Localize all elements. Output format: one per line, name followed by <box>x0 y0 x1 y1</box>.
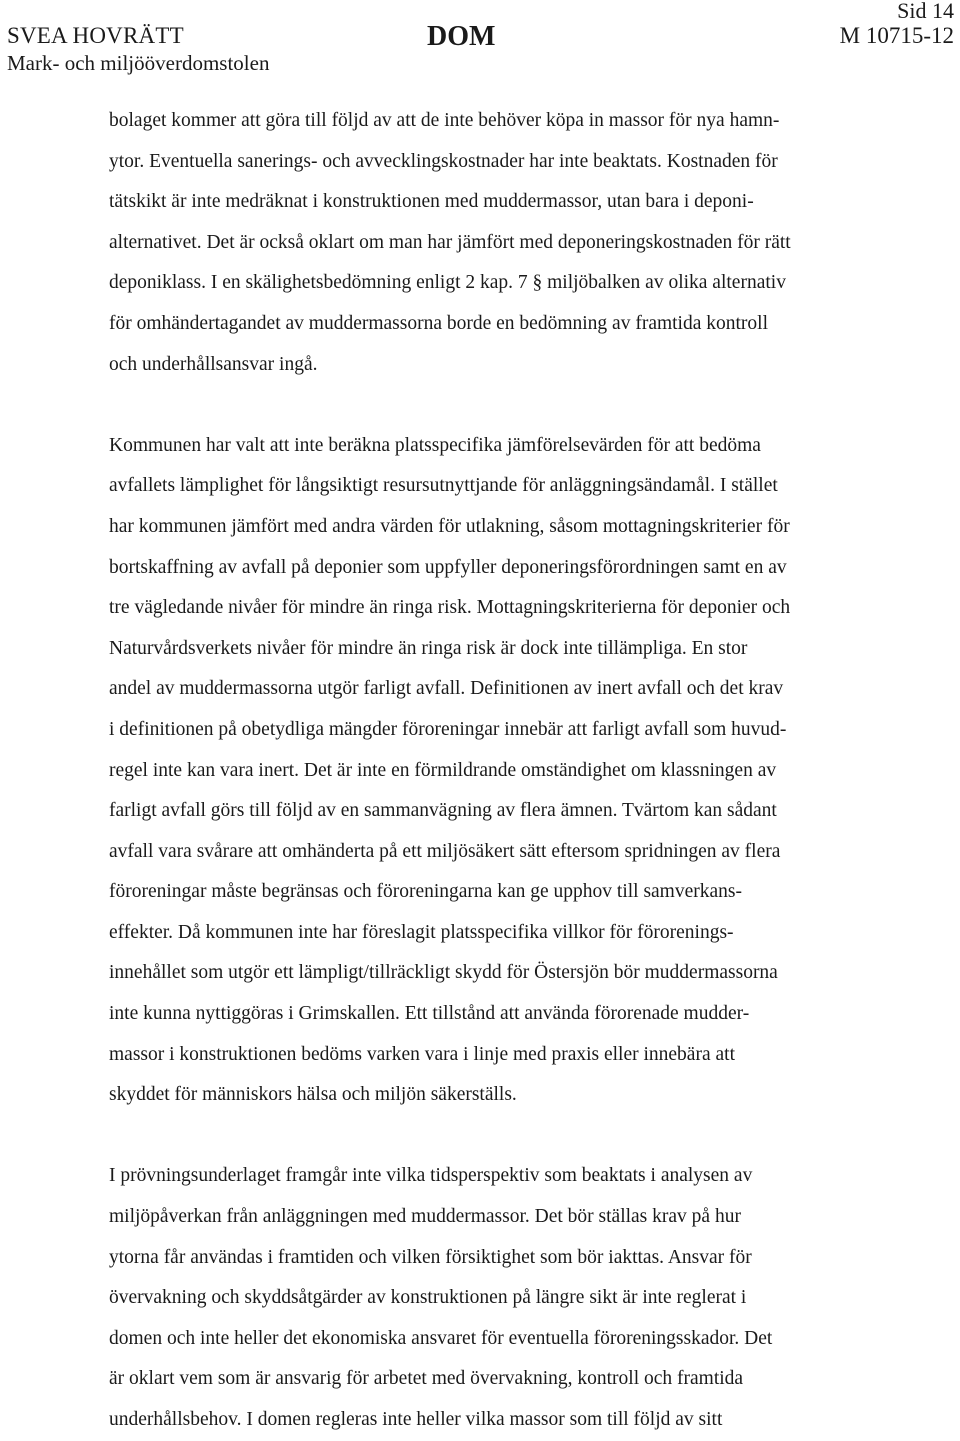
paragraph-2 <box>109 426 927 1116</box>
text-line: i definitionen på obetydliga mängder föroreningar innebär att farligt avfall som huvud- <box>109 718 787 740</box>
text-line: regel inte kan vara inert. Det är inte en förmildrande omständighet om klassningen av <box>109 759 777 781</box>
text-line: avfallets lämplighet för långsiktigt resursutnyttjande för anläggningsändamål. I stället <box>109 475 778 497</box>
text-line: föroreningar måste begränsas och föroreningarna kan ge upphov till samverkans- <box>109 881 742 903</box>
court-division: Mark- och miljööverdomstolen <box>7 51 270 75</box>
text-line: bolaget kommer att göra till följd av att de inte behöver köpa in massor för nya hamn- <box>109 110 780 131</box>
text-line: inte kunna nyttiggöras i Grimskallen. Ett tillstånd att använda förorenade mudder- <box>109 1003 750 1025</box>
text-line: för omhändertagandet av muddermassorna borde en bedömning av framtida kontroll <box>109 312 769 334</box>
text-line: I prövningsunderlaget framgår inte vilka tidsperspektiv som beaktats i analysen av <box>109 1165 753 1187</box>
text-line: ytor. Eventuella sanerings- och avvecklingskostnader har inte beaktats. Kostnaden för <box>109 150 778 172</box>
text-line: avfall vara svårare att omhänderta på ett miljösäkert sätt eftersom spridningen av flera <box>109 840 781 862</box>
page-number: Sid 14 <box>897 0 954 23</box>
text-line: bortskaffning av avfall på deponier som uppfyller deponeringsförordningen samt en av <box>109 556 787 578</box>
text-line: tre vägledande nivåer för mindre än ringa risk. Mottagningskriterierna för deponier och <box>109 597 791 619</box>
paragraph-1 <box>109 101 927 385</box>
text-line: miljöpåverkan från anläggningen med muddermassor. Det bör ställas krav på hur <box>109 1206 741 1228</box>
text-line: alternativet. Det är också oklart om man har jämfört med deponeringskostnaden för rätt <box>109 231 791 253</box>
text-line: övervakning och skyddsåtgärder av konstruktionen på längre sikt är inte reglerat i <box>109 1287 747 1309</box>
text-line: Naturvårdsverkets nivåer för mindre än ringa risk är dock inte tillämpliga. En stor <box>109 637 748 659</box>
text-line: massor i konstruktionen bedöms varken vara i linje med praxis eller innebära att <box>109 1043 735 1065</box>
text-line: deponiklass. I en skälighetsbedömning enligt 2 kap. 7 § miljöbalken av olika alternativ <box>109 272 786 294</box>
text-line: innehållet som utgör ett lämpligt/tillräckligt skydd för Östersjön bör muddermassorna <box>109 962 778 984</box>
text-line: skyddet för människors hälsa och miljön säkerställs. <box>109 1084 517 1106</box>
text-line: har kommunen jämfört med andra värden för utlakning, såsom mottagningskriterier för <box>109 515 790 537</box>
document-type: DOM <box>427 21 496 52</box>
text-line: ytorna får användas i framtiden och vilken försiktighet som bör iakttas. Ansvar för <box>109 1246 752 1268</box>
text-line: farligt avfall görs till följd av en sammanvägning av flera ämnen. Tvärtom kan sådant <box>109 800 777 822</box>
document-body <box>109 101 927 1441</box>
text-line: är oklart vem som är ansvarig för arbetet med övervakning, kontroll och framtida <box>109 1368 744 1390</box>
court-name: SVEA HOVRÄTT <box>7 23 184 48</box>
text-line: effekter. Då kommunen inte har föreslagit platsspecifika villkor för förorenings- <box>109 921 734 943</box>
text-line: domen och inte heller det ekonomiska ansvaret för eventuella föroreningsskador. Det <box>109 1327 773 1349</box>
text-line: tätskikt är inte medräknat i konstruktionen med muddermassor, utan bara i deponi- <box>109 191 754 213</box>
page-header <box>0 0 960 80</box>
text-line: underhållsbehov. I domen regleras inte heller vilka massor som till följd av sitt <box>109 1409 723 1430</box>
paragraph-3 <box>109 1156 927 1440</box>
text-line: Kommunen har valt att inte beräkna platsspecifika jämförelsevärden för att bedöma <box>109 434 761 456</box>
case-number: M 10715-12 <box>839 23 954 48</box>
text-line: andel av muddermassorna utgör farligt avfall. Definitionen av inert avfall och det krav <box>109 678 784 700</box>
text-line: och underhållsansvar ingå. <box>109 353 318 375</box>
